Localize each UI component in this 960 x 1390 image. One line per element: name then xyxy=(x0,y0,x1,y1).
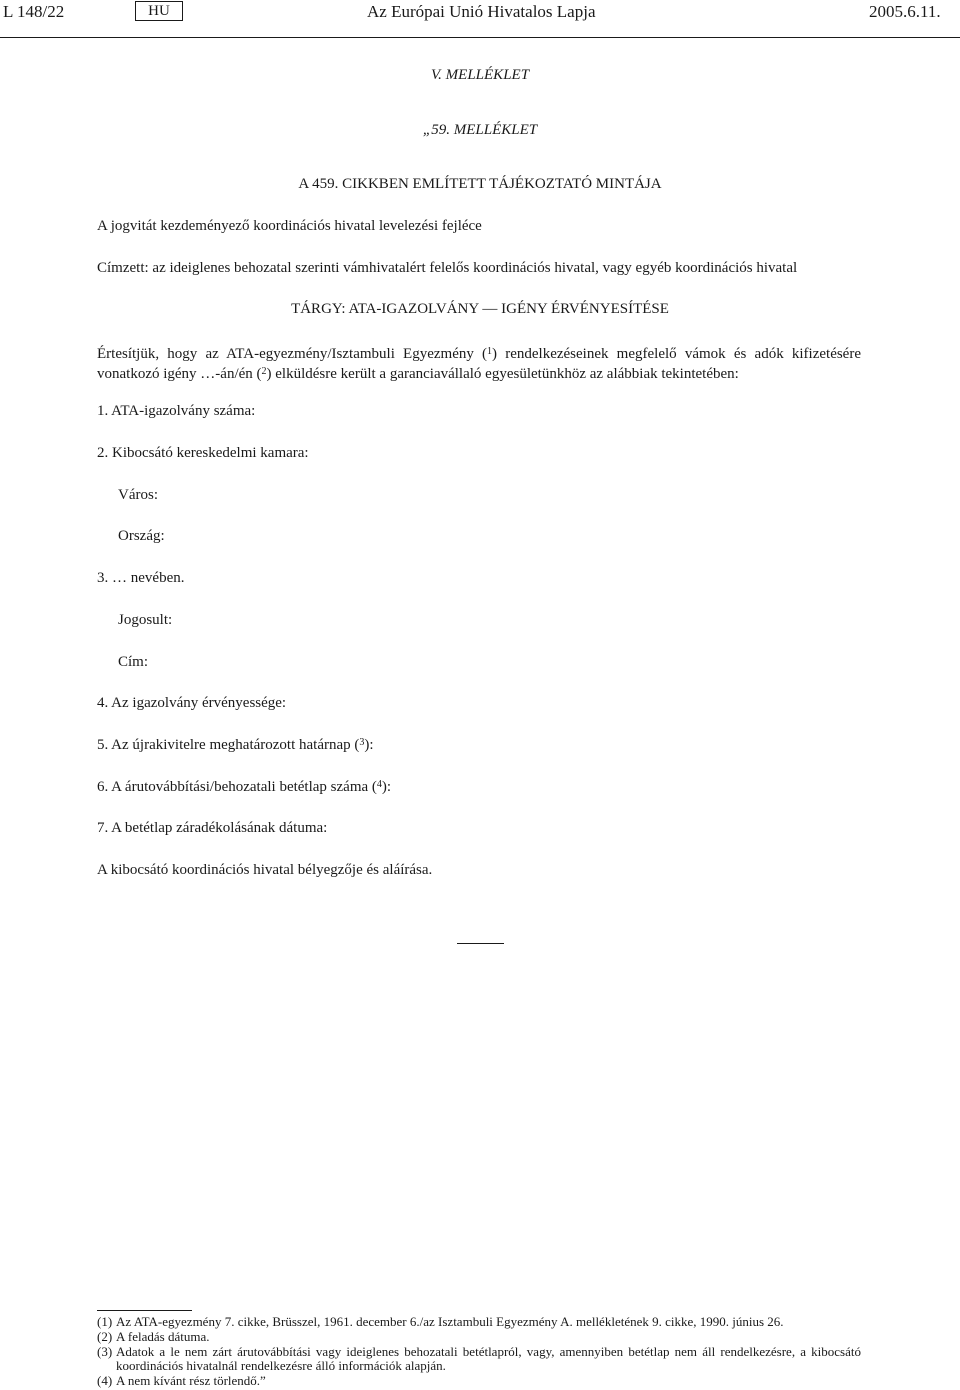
field-4: 4. Az igazolvány érvényessége: xyxy=(97,695,287,711)
subject-line: TÁRGY: ATA-IGAZOLVÁNY — IGÉNY ÉRVÉNYESÍTÉSE xyxy=(291,301,669,317)
intro-text-2: ) rendelkezéseinek megfelelő vámok és adók kifizetésére vonatkozó igény …-án/én ( xyxy=(97,346,861,382)
addressee-line: Címzett: az ideiglenes behozatal szerinti vámhivatalért felelős koordinációs hivatal, vagy egyéb koordinációs hivatal xyxy=(97,260,798,276)
field-5 xyxy=(97,737,374,754)
intro-text-1: Értesítjük, hogy az ATA-egyezmény/Isztambuli Egyezmény ( xyxy=(97,346,488,362)
footnote-3-text: Adatok a le nem zárt árutovábbítási vagy ideiglenes behozatali betétlapról, vagy, amennyiben betétlap nem áll rendelkezésre, a kibocsátó koordinációs hivatalnál rendelkezésre álló információk alapján. xyxy=(116,1344,861,1373)
language-badge: HU xyxy=(135,1,183,21)
journal-title: Az Európai Unió Hivatalos Lapja xyxy=(367,2,596,21)
letterhead-line: A jogvitát kezdeményező koordinációs hivatal levelezési fejléce xyxy=(97,218,482,234)
footnote-4-text: A nem kívánt rész törlendő.” xyxy=(116,1373,266,1388)
intro-text-3: ) elküldésre került a garanciavállaló egyesületünkhöz az alábbiak tekintetében: xyxy=(266,366,739,382)
footnote-4 xyxy=(97,1374,861,1388)
page-reference: L 148/22 xyxy=(3,2,65,21)
annex-title: V. MELLÉKLET xyxy=(430,67,530,83)
footnote-2-ref: (2) xyxy=(97,1329,113,1344)
field-2-city: Város: xyxy=(118,487,158,503)
footnote-ref-3: 3 xyxy=(359,737,365,748)
footnote-3 xyxy=(97,1345,861,1373)
footnote-1-text: Az ATA-egyezmény 7. cikke, Brüsszel, 1961. december 6./az Isztambuli Egyezmény A. mellékletének 9. cikke, 1990. június 26. xyxy=(116,1314,784,1329)
footnote-1 xyxy=(97,1315,861,1329)
footnote-1-ref: (1) xyxy=(97,1314,113,1329)
field-5-text: 5. Az újrakivitelre meghatározott határnap ( xyxy=(97,737,360,753)
footnote-ref-4: 4 xyxy=(376,779,382,790)
sub-annex-title: „59. MELLÉKLET xyxy=(422,122,538,138)
field-6-text: 6. A árutovábbítási/behozatali betétlap száma ( xyxy=(97,779,377,795)
field-2-country: Ország: xyxy=(118,528,165,544)
field-5-end: ): xyxy=(364,737,374,753)
main-heading: A 459. CIKKBEN EMLÍTETT TÁJÉKOZTATÓ MINTÁJA xyxy=(298,176,662,192)
field-6-end: ): xyxy=(381,779,392,795)
section-separator xyxy=(457,943,504,944)
header-rule xyxy=(0,37,960,38)
publication-date: 2005.6.11. xyxy=(869,2,941,21)
footnote-ref-2: 2 xyxy=(261,366,267,377)
field-7: 7. A betétlap záradékolásának dátuma: xyxy=(97,820,328,836)
field-2: 2. Kibocsátó kereskedelmi kamara: xyxy=(97,445,309,461)
field-6 xyxy=(97,779,391,796)
signature-line: A kibocsátó koordinációs hivatal bélyegzője és aláírása. xyxy=(97,862,433,878)
footnote-2-text: A feladás dátuma. xyxy=(116,1329,210,1344)
footnote-2 xyxy=(97,1330,861,1344)
footnote-3-ref: (3) xyxy=(97,1344,113,1359)
field-3-address: Cím: xyxy=(118,654,149,670)
footnote-rule xyxy=(97,1310,192,1311)
field-3-holder: Jogosult: xyxy=(118,612,173,628)
intro-paragraph xyxy=(97,343,861,383)
field-3: 3. … nevében. xyxy=(97,570,185,586)
field-1: 1. ATA-igazolvány száma: xyxy=(97,403,256,419)
footnote-4-ref: (4) xyxy=(97,1373,113,1388)
footnote-ref-1: 1 xyxy=(487,346,493,357)
